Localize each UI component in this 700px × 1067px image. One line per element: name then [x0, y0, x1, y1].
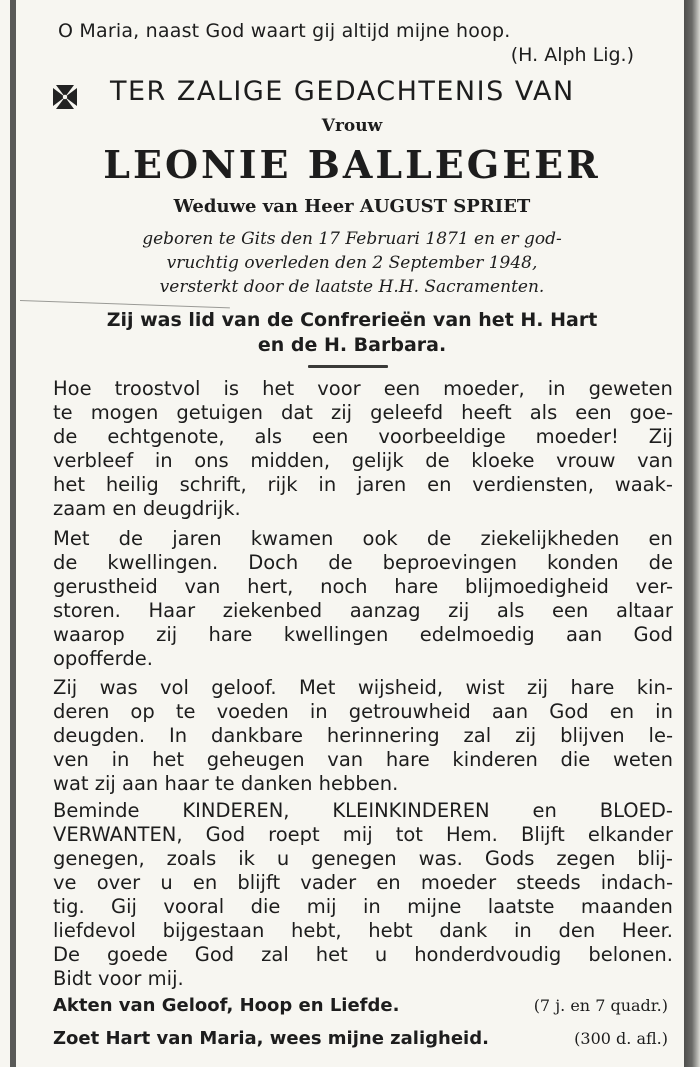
word: deugdrijk.: [142, 497, 241, 520]
word: opofferde.: [53, 647, 153, 670]
word: heeft: [461, 401, 512, 424]
word: ve: [53, 871, 77, 894]
word: altaar: [616, 599, 673, 622]
word: steeds: [516, 871, 581, 894]
card-left-edge: [10, 0, 16, 1067]
word: te: [53, 401, 73, 424]
word: geheugen: [206, 748, 305, 771]
word: aan: [565, 623, 603, 646]
word: laatste: [487, 895, 555, 918]
word: wat: [53, 772, 95, 795]
word: goe-: [629, 401, 673, 424]
paragraph-line: [53, 449, 673, 473]
word: wijsheid,: [357, 676, 444, 699]
paragraph-line: [53, 823, 673, 847]
section-divider: [308, 365, 388, 368]
paragraph-line: [53, 377, 673, 401]
word: jaren: [172, 527, 222, 550]
word: deugden.: [53, 724, 146, 747]
prayer-line: Akten van Geloof, Hoop en Liefde.: [53, 995, 400, 1016]
paragraph-line: [53, 647, 673, 671]
word: die: [560, 748, 591, 771]
word: zal: [463, 724, 492, 747]
word: heilig: [105, 473, 159, 496]
word: het: [53, 473, 86, 496]
word: de: [425, 449, 450, 472]
word: indach-: [600, 871, 673, 894]
word: ven: [53, 748, 89, 771]
word: mij.: [147, 967, 184, 990]
word: voor: [98, 967, 148, 990]
word: van: [184, 575, 221, 598]
word: van: [327, 748, 364, 771]
word: honderdvoudig: [414, 943, 562, 966]
word: Bidt: [53, 967, 99, 990]
word: tot: [395, 823, 423, 846]
word: Met: [298, 676, 336, 699]
indulgence-note: (300 d. afl.): [574, 1029, 668, 1048]
paragraph-line: [53, 575, 673, 599]
word: de: [118, 527, 144, 550]
word: BLOED-: [599, 799, 673, 822]
word: goede: [107, 943, 168, 966]
word: vol: [160, 676, 189, 699]
word: mogen: [90, 401, 159, 424]
paragraph-tribute: [53, 377, 673, 521]
paragraph-line: [53, 895, 673, 919]
paragraph-line: [53, 871, 673, 895]
word: aan: [491, 700, 529, 723]
paragraph-farewell: [53, 799, 673, 991]
word: te: [214, 772, 241, 795]
word: kinderen: [452, 748, 538, 771]
word: van: [637, 449, 673, 472]
paragraph-line: [53, 527, 673, 551]
word: een: [552, 599, 589, 622]
word: kwellingen.: [107, 551, 219, 574]
word: hare: [208, 623, 253, 646]
word: vrouw: [556, 449, 616, 472]
word: In: [168, 724, 188, 747]
word: jaren: [356, 473, 407, 496]
word: KLEINKINDEREN: [332, 799, 490, 822]
word: mijne: [407, 895, 462, 918]
word: echtgenote,: [107, 425, 225, 448]
bio-line: versterkt door de laatste H.H. Sacramenten.: [159, 277, 545, 297]
word: u: [374, 943, 388, 966]
word: roept: [268, 823, 320, 846]
word: Blijft: [520, 823, 565, 846]
hairline-mark: [20, 300, 230, 308]
word: troostvol: [114, 377, 201, 400]
word: Doch: [248, 551, 299, 574]
word: in: [362, 895, 381, 918]
word: Beminde: [53, 799, 140, 822]
word: aan: [122, 772, 165, 795]
word: zij: [448, 599, 470, 622]
word: De: [53, 943, 81, 966]
word: ons: [194, 449, 229, 472]
title-prefix: Vrouw: [321, 116, 383, 136]
word: aanzag: [349, 599, 421, 622]
word: moeder,: [443, 377, 525, 400]
word: haar: [164, 772, 215, 795]
word: in: [514, 919, 532, 942]
word: dat: [280, 401, 313, 424]
word: en: [648, 527, 673, 550]
word: de: [648, 551, 673, 574]
word: Gij: [111, 895, 137, 918]
confraternity-line: Zij was lid van de Confrerieën van het H. Hart: [106, 309, 598, 331]
word: en: [112, 497, 143, 520]
word: en: [532, 799, 557, 822]
word: voor: [317, 377, 361, 400]
word: voorbeeldige: [378, 425, 506, 448]
word: de: [426, 527, 452, 550]
confraternity-line: en de H. Barbara.: [257, 334, 447, 356]
word: vader: [300, 871, 357, 894]
word: zoals: [166, 847, 217, 870]
indulgence-note: (7 j. en 7 quadr.): [533, 996, 668, 1015]
word: te: [175, 700, 196, 723]
word: zal: [261, 943, 289, 966]
word: de: [328, 551, 353, 574]
word: u: [160, 871, 173, 894]
word: blij-: [637, 847, 673, 870]
word: zij: [515, 724, 537, 747]
word: beproevingen: [382, 551, 517, 574]
widow-of: Weduwe van Heer AUGUST SPRIET: [173, 196, 531, 217]
word: genegen,: [53, 847, 145, 870]
word: over: [96, 871, 141, 894]
word: Met: [53, 527, 90, 550]
paragraph-line: [53, 799, 673, 823]
word: hare: [570, 676, 615, 699]
word: was: [99, 676, 138, 699]
word: KINDEREN,: [182, 799, 290, 822]
paragraph-line: [53, 700, 673, 724]
word: dank: [439, 919, 488, 942]
word: in: [655, 700, 673, 723]
paragraph-line: [53, 623, 673, 647]
paragraph-line: [53, 551, 673, 575]
paragraph-line: [53, 724, 673, 748]
word: wist: [465, 676, 505, 699]
word: Haar: [148, 599, 196, 622]
memorial-card: [20, 0, 684, 1067]
word: God: [194, 943, 235, 966]
word: konden: [546, 551, 619, 574]
word: moeder!: [535, 425, 619, 448]
word: was.: [418, 847, 463, 870]
bio-line: vruchtig overleden den 2 September 1948,: [166, 253, 538, 273]
word: zij: [156, 623, 178, 646]
word: en: [427, 473, 452, 496]
word: weten: [612, 748, 673, 771]
word: de: [53, 551, 78, 574]
word: als: [254, 425, 283, 448]
word: liefdevol: [53, 919, 136, 942]
word: edelmoedig: [419, 623, 535, 646]
word: gerustheid: [53, 575, 158, 598]
deceased-name: LEONIE BALLEGEER: [103, 142, 601, 187]
word: als: [529, 401, 558, 424]
paragraph-line: [53, 772, 673, 796]
paragraph-line: [53, 473, 673, 497]
word: ik: [238, 847, 255, 870]
word: Hoe: [53, 377, 92, 400]
word: in: [111, 748, 130, 771]
word: het: [262, 377, 295, 400]
word: blijven: [560, 724, 625, 747]
word: waak-: [614, 473, 673, 496]
word: den: [558, 919, 596, 942]
word: God: [633, 623, 673, 646]
paragraph-line: [53, 919, 673, 943]
motto-quote: O Maria, naast God waart gij altijd mijne hoop.: [58, 20, 511, 42]
paragraph-line: [53, 676, 673, 700]
word: rijk: [267, 473, 298, 496]
bio-line: geboren te Gits den 17 Februari 1871 en er god-: [142, 229, 562, 249]
word: midden,: [250, 449, 331, 472]
word: getrouwheid: [348, 700, 471, 723]
motto-attribution: (H. Alph Lig.): [510, 44, 634, 66]
word: Heer.: [621, 919, 673, 942]
word: geleefd: [370, 401, 444, 424]
paragraph-illness: [53, 527, 673, 671]
word: herinnering: [326, 724, 440, 747]
word: het: [315, 943, 348, 966]
word: in: [154, 449, 173, 472]
word: een: [383, 377, 421, 400]
word: Zij: [648, 425, 673, 448]
cross-pattee-icon: [52, 84, 78, 110]
word: en: [609, 700, 635, 723]
word: blijmoedigheid: [464, 575, 609, 598]
word: en: [376, 871, 401, 894]
word: voeden: [216, 700, 289, 723]
word: die: [250, 895, 281, 918]
word: belonen.: [588, 943, 673, 966]
paragraph-line: [53, 497, 673, 521]
word: moeder: [420, 871, 497, 894]
word: hare: [385, 748, 430, 771]
word: zij: [94, 772, 123, 795]
word: God: [549, 700, 589, 723]
word: en: [192, 871, 218, 894]
word: mij: [342, 823, 373, 846]
word: maanden: [580, 895, 673, 918]
card-right-edge: [684, 0, 700, 1067]
word: is: [223, 377, 240, 400]
word: waarop: [53, 623, 125, 646]
word: genegen: [311, 847, 397, 870]
word: tig.: [53, 895, 85, 918]
word: verbleef: [53, 449, 134, 472]
word: geweten: [588, 377, 673, 400]
word: schrift,: [179, 473, 247, 496]
paragraph-line: [53, 425, 673, 449]
word: als: [496, 599, 525, 622]
word: verdiensten,: [472, 473, 594, 496]
word: kloeke: [471, 449, 535, 472]
word: bijgestaan: [162, 919, 265, 942]
word: ziekenbed: [222, 599, 323, 622]
word: le-: [648, 724, 673, 747]
word: danken: [240, 772, 319, 795]
word: zegen: [556, 847, 616, 870]
word: geloof.: [211, 676, 277, 699]
word: een: [312, 425, 349, 448]
word: hert,: [247, 575, 294, 598]
paragraph-line: [53, 748, 673, 772]
word: vooral: [163, 895, 225, 918]
word: hare: [394, 575, 439, 598]
word: ziekelijkheden: [480, 527, 620, 550]
paragraph-line: [53, 401, 673, 425]
word: dankbare: [211, 724, 303, 747]
word: VERWANTEN,: [53, 823, 183, 846]
word: hebt: [368, 919, 413, 942]
word: noch: [320, 575, 368, 598]
word: zaam: [53, 497, 113, 520]
word: kin-: [636, 676, 673, 699]
word: de: [53, 425, 78, 448]
paragraph-faith: [53, 676, 673, 796]
word: kwellingen: [283, 623, 389, 646]
paragraph-line: [53, 943, 673, 967]
word: blijft: [237, 871, 281, 894]
word: God: [205, 823, 246, 846]
word: zij: [330, 401, 353, 424]
word: getuigen: [176, 401, 263, 424]
word: mij: [306, 895, 337, 918]
paragraph-line: [53, 847, 673, 871]
word: elkander: [587, 823, 673, 846]
word: storen.: [53, 599, 121, 622]
word: deren: [53, 700, 110, 723]
word: hebt,: [291, 919, 342, 942]
word: gelijk: [351, 449, 404, 472]
word: zij: [527, 676, 549, 699]
word: Zij: [53, 676, 78, 699]
word: een: [575, 401, 612, 424]
word: het: [152, 748, 185, 771]
paragraph-line: [53, 599, 673, 623]
word: ver-: [635, 575, 673, 598]
memorial-heading: TER ZALIGE GEDACHTENIS VAN: [110, 76, 575, 107]
word: Gods: [484, 847, 535, 870]
word: u: [276, 847, 290, 870]
paragraph-line: [53, 967, 673, 991]
word: Hem.: [446, 823, 498, 846]
word: in: [309, 700, 328, 723]
word: in: [547, 377, 566, 400]
word: in: [318, 473, 337, 496]
word: op: [130, 700, 155, 723]
prayer-line: Zoet Hart van Maria, wees mijne zaligheid.: [53, 1028, 489, 1049]
word: ook: [362, 527, 398, 550]
word: hebben.: [318, 772, 399, 795]
word: kwamen: [250, 527, 334, 550]
